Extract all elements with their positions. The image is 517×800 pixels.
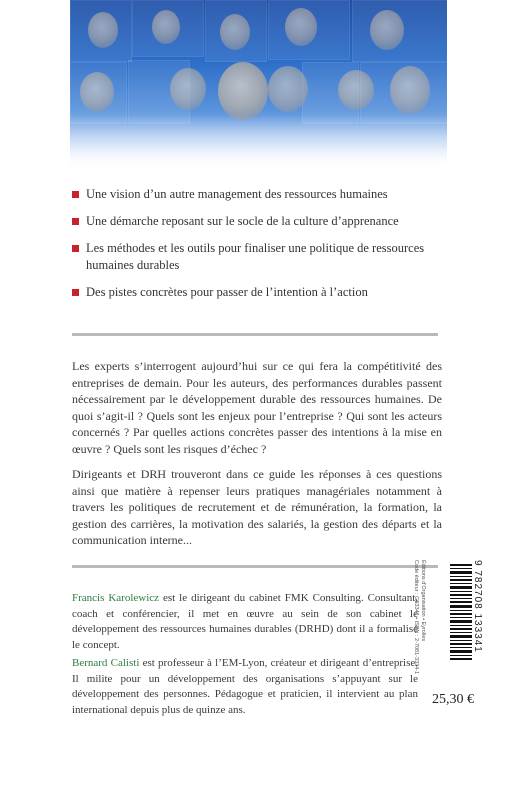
code-line: Code éditeur : G53341 • ISBN : 2-7081-3334-1 <box>413 560 419 675</box>
collage-fade <box>70 115 447 170</box>
key-point <box>72 186 452 203</box>
author-name: Bernard Calisti <box>72 657 140 669</box>
publisher-line: Éditions d’Organisation • Eyrolles <box>420 560 426 642</box>
red-square-bullet-icon <box>72 191 79 198</box>
author-bio-text: est professeur à l’EM-Lyon, créateur et dirigeant d’entreprise. Il milite pour un développement des organisations s’appuyant sur le développement des personnes. Pédagogue et praticien, il intervient au plan international depuis plus de quinze ans. <box>72 657 418 716</box>
publisher-imprint <box>396 560 426 690</box>
isbn-digits: 9 782708 133341 <box>472 560 483 653</box>
key-point <box>72 284 452 301</box>
key-point-text: Une vision d’un autre management des ressources humaines <box>86 187 388 201</box>
key-point <box>72 213 452 230</box>
section-divider <box>72 565 438 568</box>
key-point-text: Les méthodes et les outils pour finaliser une politique de ressources humaines durables <box>86 241 425 272</box>
author-name: Francis Karolewicz <box>72 592 160 604</box>
author-bio-text: est le dirigeant du cabinet FMK Consulting. Consultant, coach et conférencier, il met en œuvre au sein de son cabinet le développement des ressources humaines durables (DRHD) dont il a formalisé le concept. <box>72 592 419 651</box>
author-bio <box>72 591 418 653</box>
key-points-list <box>72 186 452 301</box>
red-square-bullet-icon <box>72 245 79 252</box>
cover-photo-collage <box>70 0 447 170</box>
price: 25,30 € <box>432 692 474 707</box>
red-square-bullet-icon <box>72 218 79 225</box>
key-point-text: Des pistes concrètes pour passer de l’intention à l’action <box>86 285 368 299</box>
red-square-bullet-icon <box>72 289 79 296</box>
summary-paragraph: Dirigeants et DRH trouveront dans ce guide les réponses à ces questions ainsi que matière à repenser leurs pratiques managériales notamment à travers les politiques de recrutement et de rémunération, la formation, la gestion des carrières, la motivation des salariés, la gestion des départs et la communication interne... <box>72 467 442 547</box>
summary-paragraph: Les experts s’interrogent aujourd’hui sur ce qui fera la compétitivité des entreprises de demain. Pour les auteurs, des performances durables passent nécessairement par le développement durable des ressources humaines. De quoi s’agit-il ? Quels sont les enjeux pour l’entreprise ? Qui sont les acteurs concernés ? Par quelles actions concrètes passer des intentions à la mise en œuvre ? Quels sont les risques d’échec ? <box>72 359 442 456</box>
author-bio <box>72 656 418 718</box>
key-point-text: Une démarche reposant sur le socle de la culture d’apprenance <box>86 214 399 228</box>
section-divider <box>72 333 438 336</box>
key-point <box>72 240 452 274</box>
